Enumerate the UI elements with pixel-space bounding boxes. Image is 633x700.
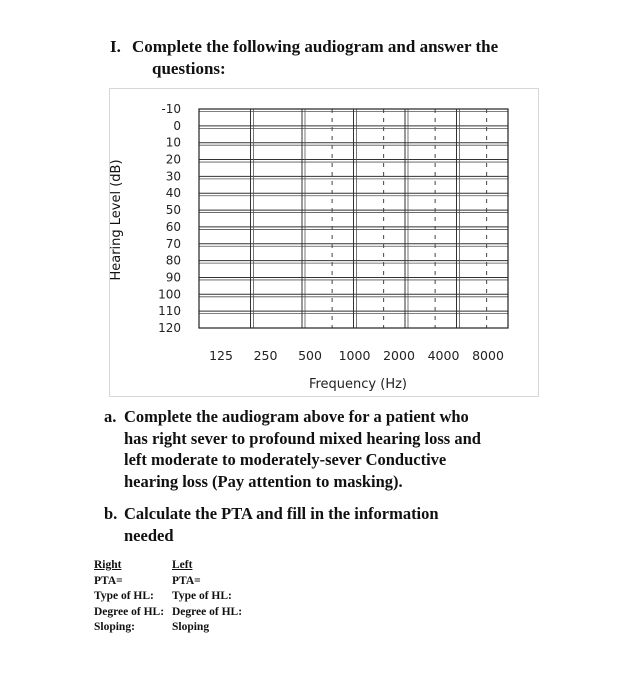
question-b-label: b. xyxy=(104,504,118,523)
right-type-field[interactable]: Type of HL: xyxy=(94,590,154,602)
info-row-sloping xyxy=(94,620,242,636)
left-pta-field[interactable]: PTA= xyxy=(172,574,201,587)
x-tick-label: 125 xyxy=(209,348,233,363)
audiogram-panel xyxy=(109,88,539,397)
heading-line-1: Complete the following audiogram and answer the xyxy=(132,37,499,56)
question-a-line-4: hearing loss (Pay attention to masking). xyxy=(124,471,403,491)
left-type-field[interactable]: Type of HL: xyxy=(172,590,232,602)
y-tick-label: 50 xyxy=(165,203,181,218)
audiogram-chart xyxy=(110,89,538,396)
right-ear-header: Right xyxy=(94,559,122,571)
y-axis-label: Hearing Level (dB) xyxy=(109,159,124,281)
y-tick-label: 120 xyxy=(158,321,181,335)
y-tick-label: 70 xyxy=(165,236,181,251)
x-tick-label: 500 xyxy=(298,348,322,363)
y-tick-label: 100 xyxy=(158,287,181,302)
question-a-label: a. xyxy=(104,407,117,426)
x-tick-label: 2000 xyxy=(383,348,415,363)
section-heading xyxy=(110,36,550,80)
y-tick-label: 10 xyxy=(165,135,181,150)
heading-line-2: questions: xyxy=(152,59,226,78)
question-a-line-1: Complete the audiogram above for a patient who xyxy=(124,407,469,426)
answer-info-block xyxy=(94,558,242,636)
y-tick-label: -10 xyxy=(161,102,181,116)
left-sloping-field[interactable]: Sloping xyxy=(172,621,210,633)
question-a-line-2: has right sever to profound mixed hearing loss and xyxy=(124,428,481,448)
info-row-pta xyxy=(94,574,242,590)
y-tick-label: 90 xyxy=(165,270,181,285)
x-tick-label: 4000 xyxy=(427,348,460,363)
y-tick-label: 30 xyxy=(165,169,181,184)
y-tick-label: 40 xyxy=(165,186,181,201)
right-sloping-field[interactable]: Sloping: xyxy=(94,621,135,633)
x-axis-label: Frequency (Hz) xyxy=(308,377,408,392)
y-tick-label: 20 xyxy=(165,152,181,167)
right-degree-field[interactable]: Degree of HL: xyxy=(94,605,165,618)
y-tick-label: 110 xyxy=(158,304,181,319)
left-ear-header: Left xyxy=(172,559,193,571)
question-a xyxy=(104,406,544,492)
question-a-line-3: left moderate to moderately-sever Conductive xyxy=(124,450,447,469)
y-tick-label: 60 xyxy=(165,219,181,234)
question-b xyxy=(104,503,544,546)
info-header-row xyxy=(94,558,242,574)
x-tick-label: 250 xyxy=(253,348,278,363)
info-row-degree xyxy=(94,605,242,621)
x-tick-label: 1000 xyxy=(338,348,371,363)
right-pta-field[interactable]: PTA= xyxy=(94,574,123,587)
left-degree-field[interactable]: Degree of HL: xyxy=(172,605,243,618)
x-tick-label: 8000 xyxy=(472,348,504,363)
section-number: I. xyxy=(110,37,121,56)
question-b-line-1: Calculate the PTA and fill in the information xyxy=(124,504,439,523)
y-tick-label: 0 xyxy=(173,118,181,133)
question-b-line-2: needed xyxy=(124,525,174,545)
info-row-type xyxy=(94,589,242,605)
y-tick-label: 80 xyxy=(165,253,181,268)
